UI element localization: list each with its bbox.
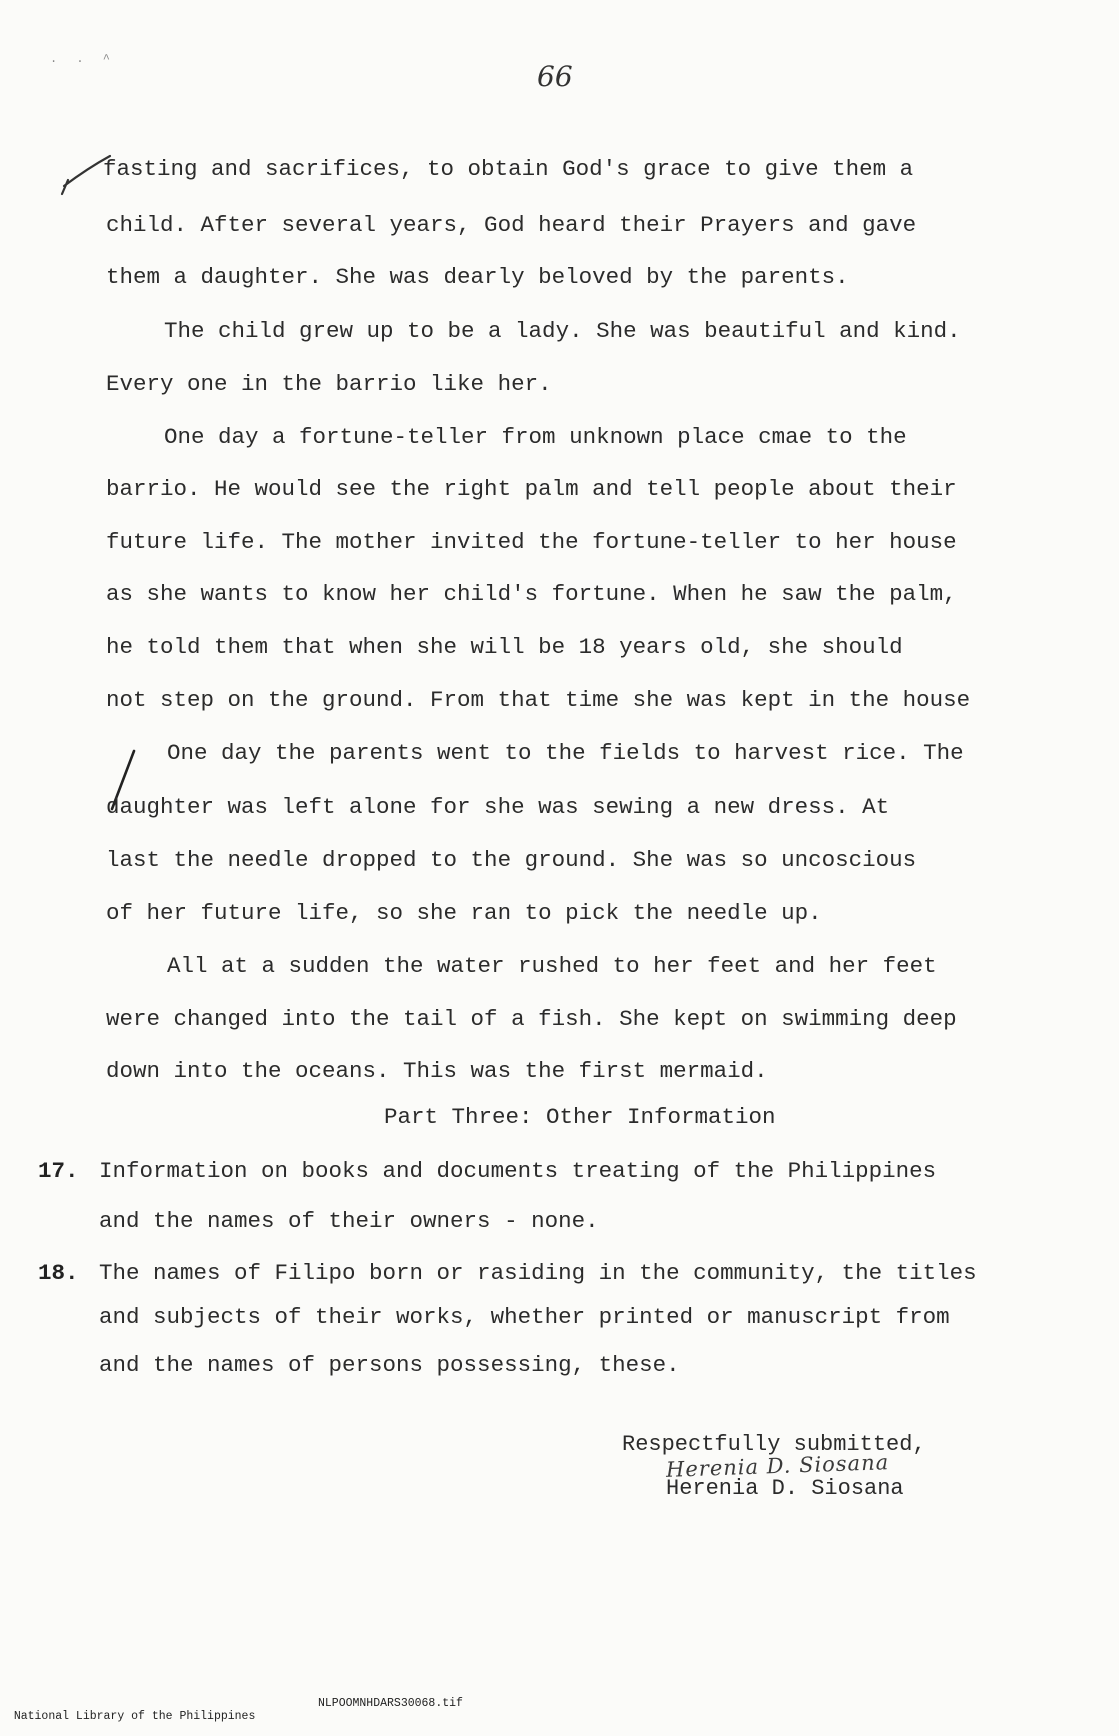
corner-marks: . . ^ (50, 52, 117, 66)
item-line: The names of Filipo born or rasiding in the community, the titles (99, 1260, 977, 1286)
text-line: down into the oceans. This was the first mermaid. (106, 1058, 768, 1084)
page-number: 66 (537, 60, 573, 93)
item-number: 17. (38, 1158, 79, 1184)
item-line: Information on books and documents treating of the Philippines (99, 1158, 937, 1184)
item-line: and the names of their owners - none. (99, 1208, 599, 1234)
text-line: last the needle dropped to the ground. She was so uncoscious (106, 847, 917, 873)
text-line: The child grew up to be a lady. She was beautiful and kind. (164, 318, 961, 344)
text-line: All at a sudden the water rushed to her feet and her feet (167, 953, 937, 979)
section-heading: Part Three: Other Information (384, 1104, 776, 1130)
item-number: 18. (38, 1260, 79, 1286)
typed-name: Herenia D. Siosana (666, 1476, 904, 1501)
text-line: were changed into the tail of a fish. She kept on swimming deep (106, 1006, 957, 1032)
text-line: Every one in the barrio like her. (106, 371, 552, 397)
closing: Respectfully submitted, (622, 1432, 926, 1457)
text-line: One day the parents went to the fields to harvest rice. The (167, 740, 964, 766)
footer-file-id: NLPOOMNHDARS30068.tif (318, 1697, 463, 1710)
text-line: he told them that when she will be 18 years old, she should (106, 634, 903, 660)
text-line: them a daughter. She was dearly beloved by the parents. (106, 264, 849, 290)
text-line: child. After several years, God heard their Prayers and gave (106, 212, 917, 238)
text-line: One day a fortune-teller from unknown place cmae to the (164, 424, 907, 450)
text-line: of her future life, so she ran to pick the needle up. (106, 900, 822, 926)
text-line: as she wants to know her child's fortune. When he saw the palm, (106, 581, 957, 607)
signature: Herenia D. Siosana (665, 1450, 890, 1482)
footer-library: National Library of the Philippines (13, 1710, 256, 1723)
footer (0, 1697, 463, 1736)
text-line: not step on the ground. From that time she was kept in the house (106, 687, 971, 713)
item-line: and subjects of their works, whether printed or manuscript from (99, 1304, 950, 1330)
text-line: daughter was left alone for she was sewing a new dress. At (106, 794, 890, 820)
text-line: fasting and sacrifices, to obtain God's grace to give them a (103, 156, 914, 182)
text-line: future life. The mother invited the fortune-teller to her house (106, 529, 957, 555)
text-line: barrio. He would see the right palm and tell people about their (106, 476, 957, 502)
item-line: and the names of persons possessing, these. (99, 1352, 680, 1378)
